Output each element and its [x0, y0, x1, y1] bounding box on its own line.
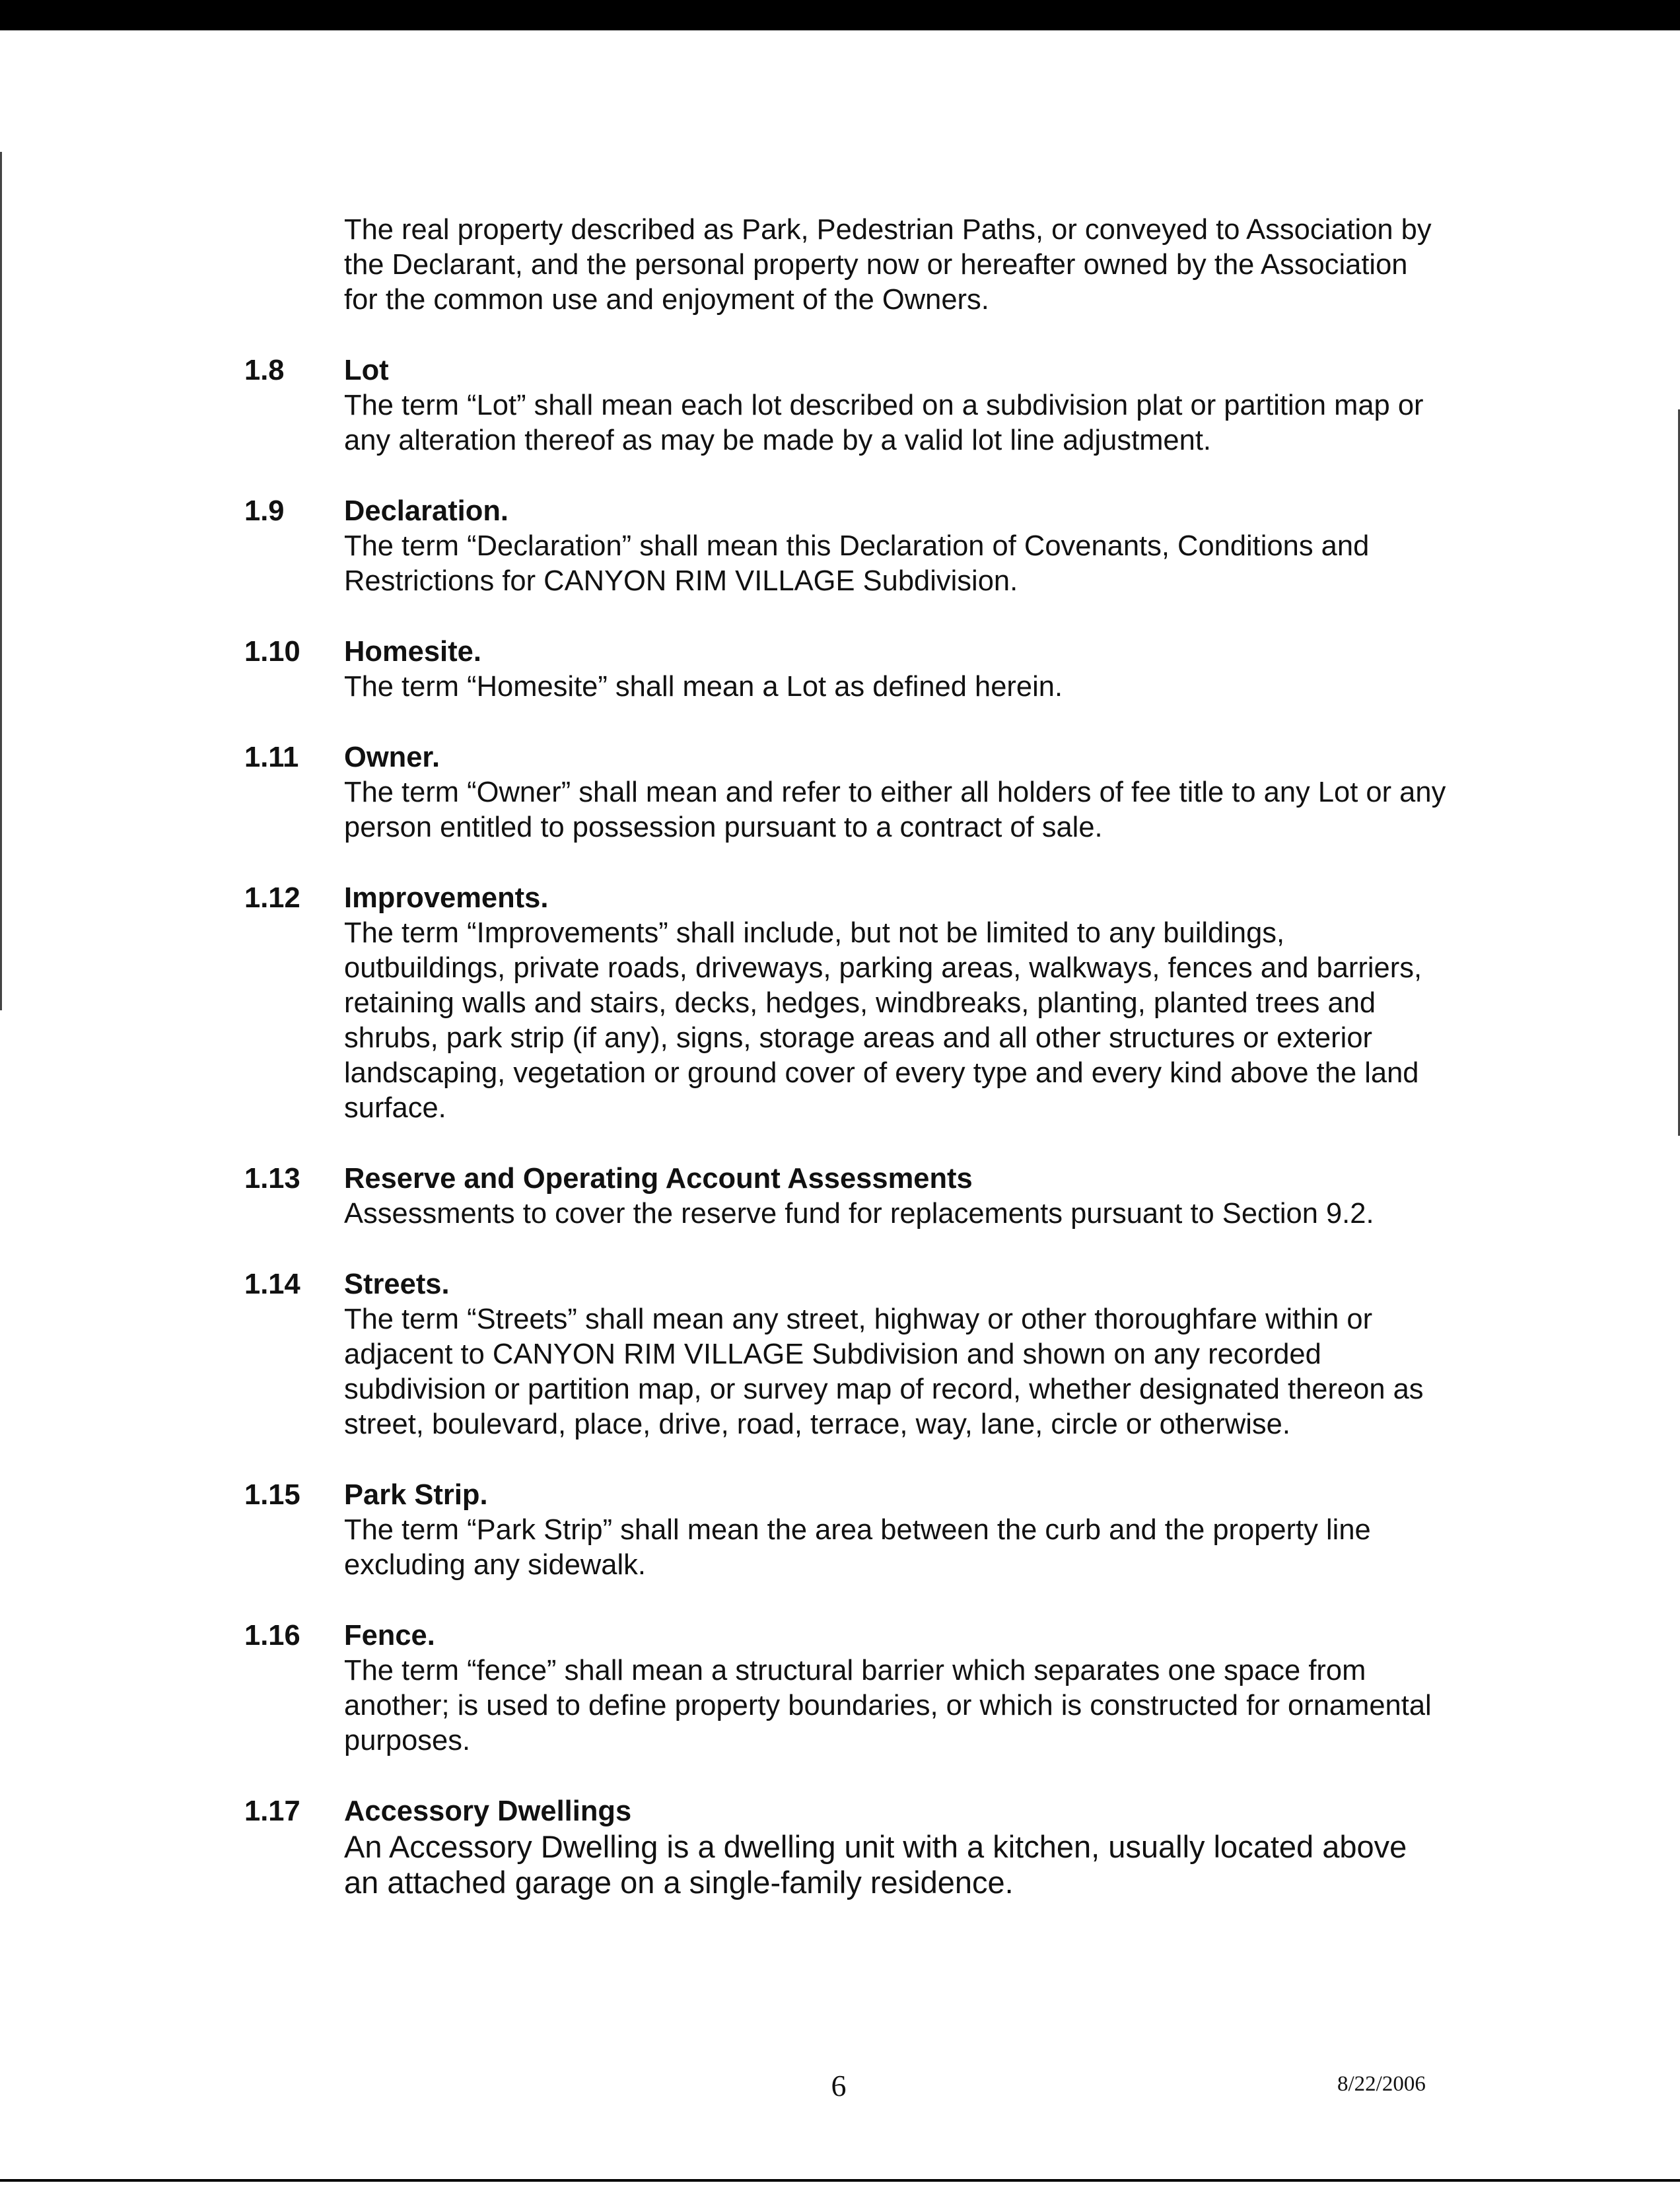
footer-date: 8/22/2006 [1337, 2072, 1426, 2096]
section-number: 1.12 [244, 882, 300, 914]
section-content [344, 1618, 1446, 1758]
section-1-16 [244, 1618, 1446, 1758]
section-number: 1.16 [244, 1620, 300, 1651]
section-number: 1.14 [244, 1268, 300, 1300]
scan-left-edge [0, 152, 2, 1010]
section-number: 1.10 [244, 636, 300, 668]
section-heading: Streets. [344, 1268, 450, 1300]
section-text: An Accessory Dwelling is a dwelling unit with a kitchen, usually located above an attached garage on a single-family residence. [344, 1829, 1407, 1900]
section-1-15 [244, 1478, 1446, 1583]
section-content [344, 635, 1446, 705]
section-number: 1.11 [244, 742, 299, 773]
section-heading: Owner. [344, 742, 440, 773]
section-1-11 [244, 740, 1446, 845]
section-number: 1.13 [244, 1163, 300, 1195]
section-text: Assessments to cover the reserve fund for replacements pursuant to Section 9.2. [344, 1198, 1374, 1230]
scan-top-border [0, 0, 1680, 30]
section-number: 1.8 [244, 355, 285, 386]
section-1-13 [244, 1162, 1446, 1232]
section-content [344, 1267, 1446, 1442]
section-text: The term “Park Strip” shall mean the area between the curb and the property line excluding any sidewalk. [344, 1514, 1371, 1581]
section-1-14 [244, 1267, 1446, 1442]
section-content [344, 1478, 1446, 1583]
intro-paragraph: The real property described as Park, Pedestrian Paths, or conveyed to Association by the Declarant, and the personal property now or hereafter owned by the Association for the common use and enjoyment of the Owners. [344, 214, 1432, 316]
section-content [344, 740, 1446, 845]
section-text: The term “Improvements” shall include, but not be limited to any buildings, outbuildings, private roads, driveways, parking areas, walkways, fences and barriers, retaining walls and stairs, decks, hedges, windbreaks, planting, planted trees and shrubs, park strip (if any), signs, storage areas and all other structures or exterior landscaping, vegetation or ground cover of every type and every kind above the land surface. [344, 917, 1422, 1124]
section-content [344, 881, 1446, 1126]
section-heading: Accessory Dwellings [344, 1795, 632, 1827]
section-text: The term “Streets” shall mean any street, highway or other thoroughfare within or adjacent to CANYON RIM VILLAGE Subdivision and shown on any recorded subdivision or partition map, or survey map of record, whether designated thereon as street, boulevard, place, drive, road, terrace, way, lane, circle or otherwise. [344, 1303, 1424, 1440]
section-1-10 [244, 635, 1446, 705]
section-1-8 [244, 353, 1446, 458]
section-content [344, 353, 1446, 458]
section-1-12 [244, 881, 1446, 1126]
page-number: 6 [831, 2069, 847, 2102]
section-heading: Reserve and Operating Account Assessments [344, 1163, 973, 1195]
section-heading: Fence. [344, 1620, 435, 1651]
scan-bottom-border [0, 2179, 1680, 2182]
section-text: The term “Lot” shall mean each lot described on a subdivision plat or partition map or any alteration thereof as may be made by a valid lot line adjustment. [344, 390, 1424, 456]
section-text: The term “Owner” shall mean and refer to either all holders of fee title to any Lot or any person entitled to possession pursuant to a contract of sale. [344, 777, 1446, 843]
section-content [344, 1794, 1446, 1900]
section-heading: Homesite. [344, 636, 481, 668]
section-1-9 [244, 494, 1446, 599]
section-content [344, 494, 1446, 599]
section-heading: Declaration. [344, 495, 508, 527]
section-number: 1.15 [244, 1479, 300, 1511]
section-heading: Lot [344, 355, 389, 386]
section-text: The term “fence” shall mean a structural barrier which separates one space from another; is used to define property boundaries, or which is constructed for ornamental purposes. [344, 1655, 1432, 1756]
section-text: The term “Declaration” shall mean this Declaration of Covenants, Conditions and Restrictions for CANYON RIM VILLAGE Subdivision. [344, 530, 1370, 597]
section-1-17 [244, 1794, 1446, 1900]
section-content [344, 1162, 1446, 1232]
section-heading: Improvements. [344, 882, 549, 914]
section-number: 1.9 [244, 495, 285, 527]
section-text: The term “Homesite” shall mean a Lot as defined herein. [344, 671, 1063, 703]
section-number: 1.17 [244, 1795, 300, 1827]
section-heading: Park Strip. [344, 1479, 488, 1511]
document-body [244, 213, 1446, 1900]
